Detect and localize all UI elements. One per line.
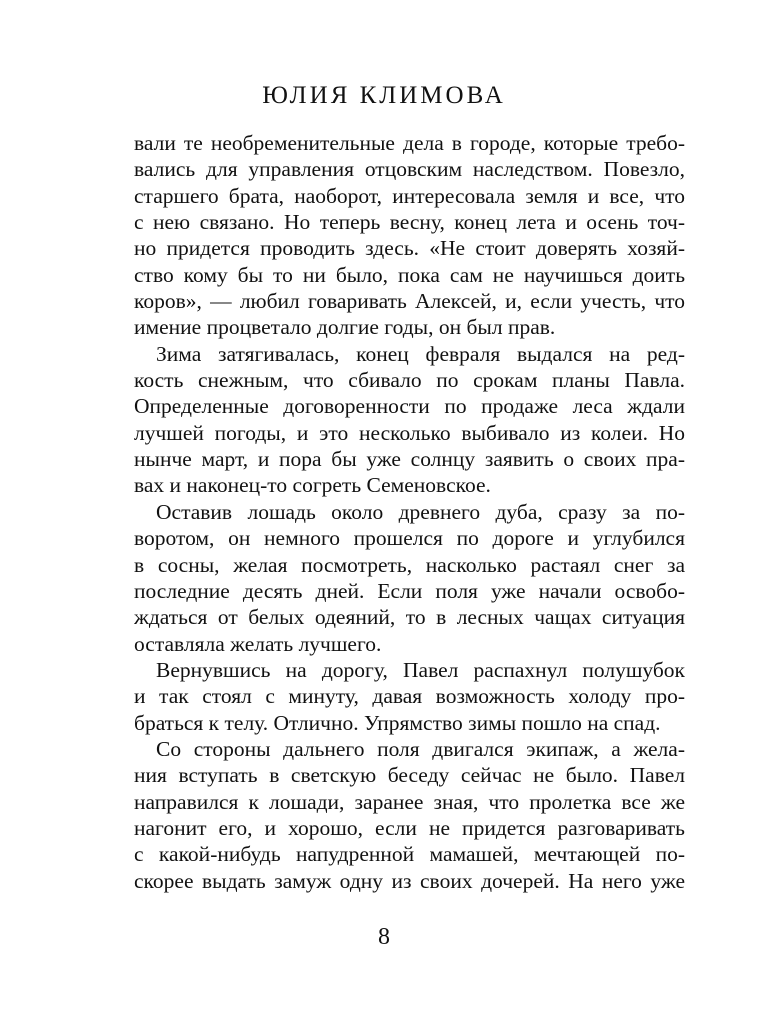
- text-line: воротом, он немного прошелся по дороге и углубился: [134, 526, 685, 551]
- text-line: скорее выдать замуж одну из своих дочерей. На него уже: [134, 868, 685, 893]
- text-line: имение процветало долгие годы, он был прав.: [134, 315, 556, 340]
- text-line: Со стороны дальнего поля двигался экипаж, а жела-: [156, 736, 685, 761]
- page-number: 8: [378, 924, 390, 950]
- text-line: ждаться от белых одеяний, то в лесных чащах ситуация: [134, 605, 685, 630]
- text-line: вах и наконец-то согреть Семеновское.: [134, 473, 491, 498]
- text-line: с нею связано. Но теперь весну, конец лета и осень точ-: [134, 210, 685, 235]
- text-line: но придется проводить здесь. «Не стоит доверять хозяй-: [134, 236, 685, 261]
- text-line: и так стоял с минуту, давая возможность холоду про-: [134, 684, 685, 709]
- text-line: ния вступать в светскую беседу сейчас не было. Павел: [134, 763, 685, 788]
- text-line: лучшей погоды, и это несколько выбивало из колеи. Но: [134, 420, 685, 445]
- body-text: [134, 130, 685, 894]
- text-line: направился к лошади, заранее зная, что пролетка все же: [134, 789, 685, 814]
- text-line: коров», — любил говаривать Алексей, и, если учесть, что: [134, 289, 685, 314]
- text-line: кость снежным, что сбивало по срокам планы Павла.: [134, 368, 685, 393]
- text-line: последние десять дней. Если поля уже начали освобо-: [134, 578, 685, 603]
- text-line: нынче март, и пора бы уже солнцу заявить о своих пра-: [134, 447, 685, 472]
- text-line: Оставив лошадь около древнего дуба, сразу за по-: [156, 499, 685, 524]
- text-line: браться к телу. Отлично. Упрямство зимы пошло на спад.: [134, 710, 661, 735]
- text-line: оставляла желать лучшего.: [134, 631, 382, 656]
- text-line: Вернувшись на дорогу, Павел распахнул полушубок: [156, 657, 685, 682]
- running-header-author: ЮЛИЯ КЛИМОВА: [262, 82, 506, 109]
- text-line: в сосны, желая посмотреть, насколько растаял снег за: [134, 552, 685, 577]
- text-line: Зима затягивалась, конец февраля выдался на ред-: [156, 341, 685, 366]
- text-line: нагонит его, и хорошо, если не придется разговаривать: [134, 815, 685, 840]
- text-line: старшего брата, наоборот, интересовала земля и все, что: [134, 183, 685, 208]
- text-line: вались для управления отцовским наследством. Повезло,: [134, 157, 685, 182]
- text-line: ство кому бы то ни было, пока сам не научишься доить: [134, 262, 685, 287]
- text-line: вали те необременительные дела в городе, которые требо-: [134, 131, 685, 155]
- text-line: Определенные договоренности по продаже леса ждали: [134, 394, 685, 419]
- text-line: с какой-нибудь напудренной мамашей, мечтающей по-: [134, 842, 685, 867]
